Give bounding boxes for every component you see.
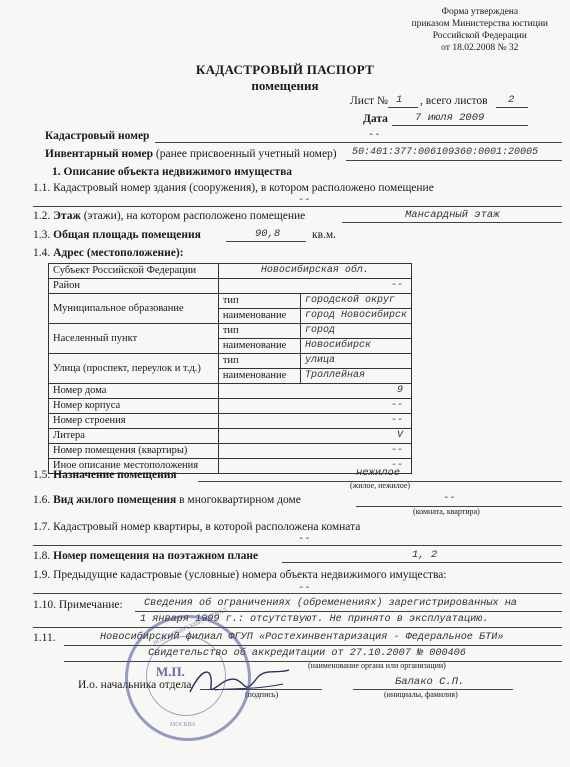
address-field-label: Иное описание местоположения: [49, 459, 219, 474]
purpose-label-bold: Назначение помещения: [53, 469, 177, 481]
item-1-1-label: 1.1. Кадастровый номер здания (сооружения), в котором расположено помещение: [33, 182, 434, 194]
item-1-9-value: --: [298, 582, 311, 594]
table-row: [49, 414, 412, 429]
address-field-value: Троллейная: [300, 369, 411, 384]
dwelling-type-label-bold: Вид жилого помещения: [53, 494, 177, 506]
address-field-label: Муниципальное образование: [49, 294, 219, 324]
address-field-label: Номер строения: [49, 414, 219, 429]
table-row: [49, 444, 412, 459]
cadastral-number-label: Кадастровый номер: [45, 130, 150, 142]
address-field-label: Район: [49, 279, 219, 294]
note-line-2: 1 января 1999 г.: отсутствуют. Не принято в эксплуатацию.: [140, 614, 489, 625]
floor-value: Мансардный этаж: [405, 209, 500, 221]
address-field-value: городской округ: [300, 294, 411, 309]
table-row: [49, 429, 412, 444]
item-1-5-label: [33, 469, 177, 481]
item-number: 1.6.: [33, 494, 54, 506]
item-number: 1.5.: [33, 469, 54, 481]
area-label-bold: Общая площадь помещения: [53, 229, 201, 241]
floor-label-bold: Этаж: [53, 210, 81, 222]
inventory-label-bold: Инвентарный номер: [45, 148, 154, 160]
date-label: Дата: [363, 113, 388, 125]
sheet-label: Лист №: [350, 95, 388, 107]
address-field-label: Литера: [49, 429, 219, 444]
inventory-number-label: [45, 148, 337, 160]
address-table: [48, 263, 412, 474]
address-field-label: Улица (проспект, переулок и т.д.): [49, 354, 219, 384]
stamp-ring-text: МОСКВА: [170, 722, 196, 728]
address-field-value: --: [218, 444, 411, 459]
table-row: [49, 264, 412, 279]
area-value: 90,8: [255, 228, 281, 240]
form-approval-note: [412, 6, 548, 54]
table-row: [49, 294, 412, 309]
item-1-6-label: [33, 494, 301, 506]
form-approval-line: Форма утверждена: [441, 7, 519, 17]
item-number: 1.2.: [33, 210, 54, 222]
item-1-11-label: 1.11.: [33, 632, 56, 644]
item-1-7-label: 1.7. Кадастровый номер квартиры, в которой расположена комната: [33, 521, 361, 533]
item-number: 1.3.: [33, 229, 54, 241]
item-number: 1.4.: [33, 247, 54, 259]
organization-hint: (наименование органа или организации): [308, 661, 446, 670]
address-field-value: Новосибирская обл.: [218, 264, 411, 279]
form-approval-line: приказом Министерства юстиции: [411, 19, 548, 29]
address-field-value: Новосибирск: [300, 339, 411, 354]
item-1-1-value: --: [298, 194, 311, 206]
address-field-label: Субъект Российской Федерации: [49, 264, 219, 279]
document-title: КАДАСТРОВЫЙ ПАСПОРТ: [195, 62, 375, 77]
organization-line-2: Свидетельство об аккредитации от 27.10.2007 № 000406: [148, 648, 466, 659]
stamp-center-text: М.П.: [156, 664, 185, 679]
address-subfield-label: наименование: [218, 369, 300, 384]
address-field-value: город: [300, 324, 411, 339]
address-field-label: Номер корпуса: [49, 399, 219, 414]
note-line-1: Сведения об ограничениях (обременениях) зарегистрированных на: [144, 598, 517, 609]
sheet-number: 1: [396, 94, 403, 106]
address-field-value: --: [218, 399, 411, 414]
section-1-heading: 1. Описание объекта недвижимого имущества: [52, 166, 293, 178]
inventory-label-rest: (ранее присвоенный учетный номер): [153, 148, 337, 160]
purpose-value: нежилое: [356, 467, 401, 479]
address-field-value: V: [218, 429, 411, 444]
item-1-7-value: --: [298, 533, 311, 545]
official-stamp: [125, 607, 251, 741]
item-1-10-label: 1.10. Примечание:: [33, 599, 123, 611]
item-1-8-label: [33, 550, 258, 562]
organization-line-1: Новосибирский филиал ФГУП «Ростехинвентаризация - Федеральное БТИ»: [100, 632, 504, 643]
address-field-value: --: [218, 279, 411, 294]
address-field-value: --: [218, 414, 411, 429]
dwelling-type-hint: (комната, квартира): [413, 507, 480, 516]
address-subfield-label: наименование: [218, 309, 300, 324]
inventory-number-value: 50:401:377:006109360:0001:20005: [352, 147, 539, 158]
item-1-4-label: [33, 247, 184, 259]
plan-number-label-bold: Номер помещения на поэтажном плане: [53, 550, 259, 562]
address-subfield-label: тип: [218, 354, 300, 369]
area-unit: кв.м.: [312, 229, 337, 241]
floor-label-rest: (этажи), на котором расположено помещение: [80, 210, 306, 222]
stamp-ring-text: НОВОСИБИРСКИЙ ФИЛИАЛ: [152, 607, 229, 647]
address-field-value: --: [218, 459, 411, 474]
plan-number-value: 1, 2: [412, 549, 438, 561]
address-field-value: город Новосибирск: [300, 309, 411, 324]
document-subtitle: помещения: [251, 78, 319, 93]
table-row: [49, 324, 412, 339]
dwelling-type-label-rest: в многоквартирном доме: [176, 494, 301, 506]
purpose-hint: (жилое, нежилое): [350, 481, 411, 490]
item-1-2-label: [33, 210, 305, 222]
address-field-label: Населенный пункт: [49, 324, 219, 354]
cadastral-number-value: --: [368, 129, 381, 141]
table-row: [49, 399, 412, 414]
dwelling-type-value: --: [443, 492, 456, 504]
address-subfield-label: тип: [218, 324, 300, 339]
address-label-bold: Адрес (местоположение):: [53, 247, 184, 259]
address-field-value: 9: [218, 384, 411, 399]
form-approval-line: Российской Федерации: [432, 31, 527, 41]
signatory-position: И.о. начальника отдела: [78, 679, 192, 691]
table-row: [49, 354, 412, 369]
address-subfield-label: наименование: [218, 339, 300, 354]
name-hint: (инициалы, фамилия): [384, 690, 458, 699]
address-field-value: улица: [300, 354, 411, 369]
address-field-label: Номер помещения (квартиры): [49, 444, 219, 459]
item-1-9-label: 1.9. Предыдущие кадастровые (условные) номера объекта недвижимого имущества:: [33, 569, 447, 581]
sheet-total: 2: [508, 94, 515, 106]
address-subfield-label: тип: [218, 294, 300, 309]
form-approval-line: от 18.02.2008 № 32: [441, 43, 519, 53]
table-row: [49, 384, 412, 399]
signatory-name: Балако С.П.: [395, 676, 465, 688]
sheet-total-label: , всего листов: [420, 95, 488, 107]
signature-hint: (подпись): [245, 690, 279, 699]
address-field-label: Номер дома: [49, 384, 219, 399]
item-1-3-label: [33, 229, 201, 241]
table-row: [49, 279, 412, 294]
date-value: 7 июля 2009: [415, 112, 485, 124]
item-number: 1.8.: [33, 550, 54, 562]
